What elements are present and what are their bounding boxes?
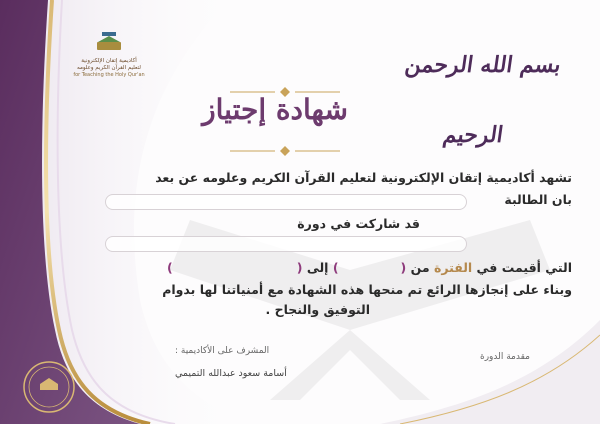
body-line-1: تشهد أكاديمية إتقان الإلكترونية لتعليم القرآن الكريم وعلومه عن بعد [155, 170, 572, 185]
course-name-field[interactable] [105, 236, 467, 252]
student-name-field[interactable] [105, 194, 467, 210]
from-paren-close: ) [332, 260, 339, 275]
academy-logo [64, 30, 154, 100]
certificate-title: شهادة إجتياز [202, 93, 348, 126]
body-line-5: وبناء على إنجازها الرائع تم منحها هذه الشهادة مع أمنياتنا لها بدوام [162, 282, 572, 297]
supervisor-label: المشرف على الأكاديمية : [175, 346, 270, 356]
body-line-4 [167, 260, 572, 275]
to-paren-open: ( [296, 260, 303, 275]
book-logo-icon [94, 30, 124, 54]
basmala-calligraphy [398, 30, 563, 148]
certificate-title-wrap [200, 80, 350, 150]
to-paren-close: ) [167, 260, 173, 275]
line4-from: من [406, 260, 434, 275]
logo-arabic-sub: لتعليم القرآن الكريم وعلومه [77, 65, 141, 71]
instructor-label: مقدمة الدورة [480, 352, 530, 362]
supervisor-name: أسامة سعود عبدالله التميمي [175, 368, 287, 379]
body-line-3: قد شاركت في دورة [297, 216, 420, 231]
line4-period: الفترة [433, 260, 473, 275]
from-paren-open: ( [400, 260, 407, 275]
logo-arabic-name: أكاديمية إتقان الإلكترونية [81, 58, 137, 64]
logo-english: for Teaching the Holy Qur'an [73, 72, 145, 78]
line4-start: التي أقيمت في [472, 260, 572, 275]
basmala-text: بسم الله الرحمن الرحيم [403, 52, 563, 148]
body-line-6: التوفيق والنجاح . [265, 302, 370, 317]
bottom-ornament [230, 145, 340, 157]
academy-seal-icon [22, 360, 76, 414]
line4-to: إلى [302, 260, 333, 275]
body-line-2: بان الطالبة [504, 192, 572, 207]
